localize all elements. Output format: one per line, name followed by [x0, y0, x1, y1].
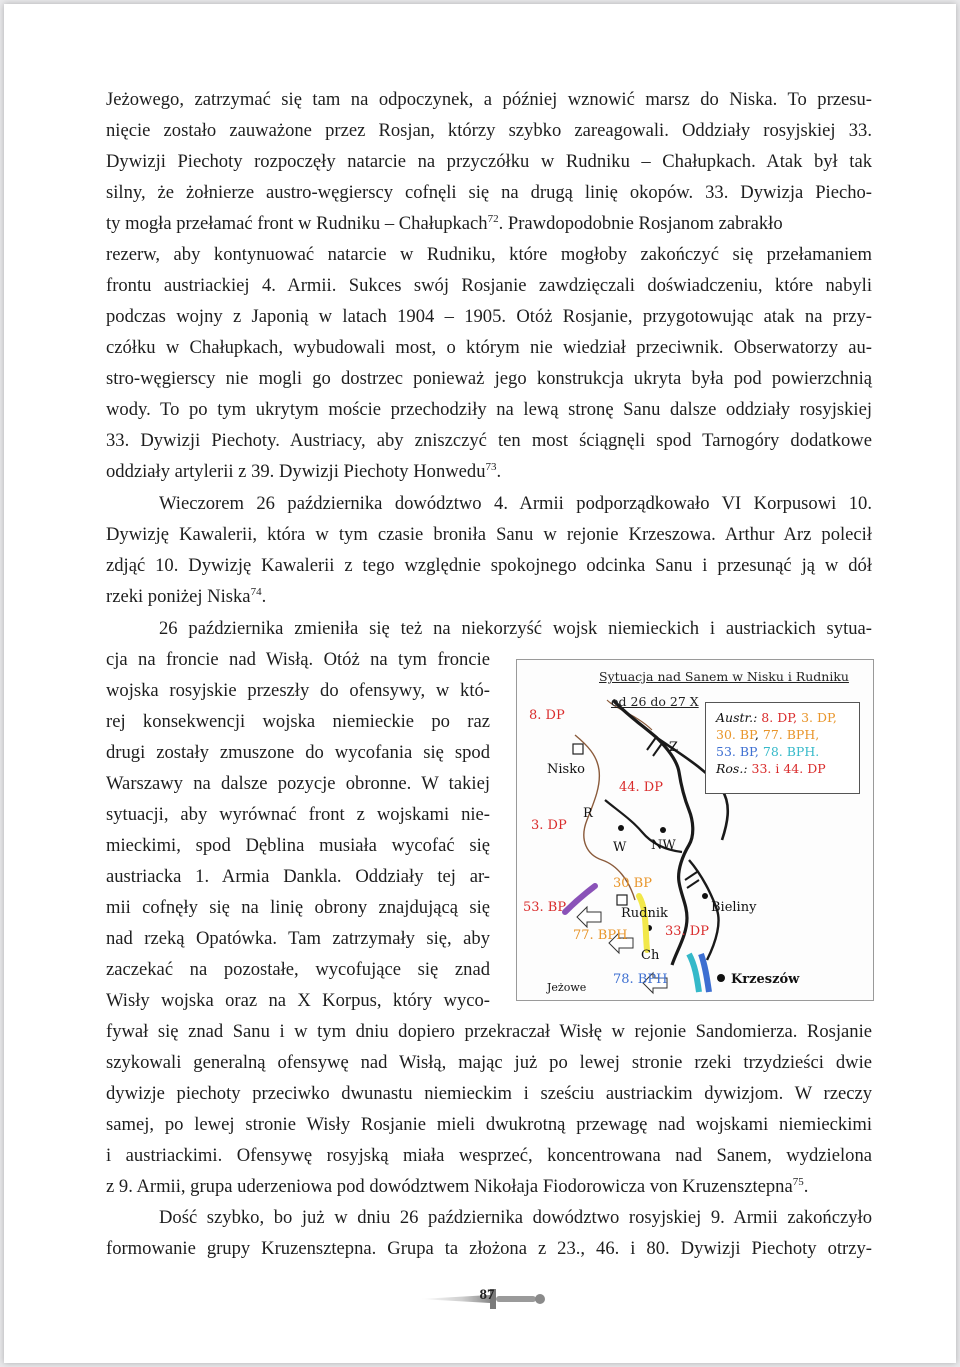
label-nw: NW	[651, 838, 676, 853]
nisko-marker	[573, 744, 583, 754]
text-line: Wisły wojska oraz na X Korpus, który wyco-	[106, 990, 490, 1011]
text-line: fywał się znad Sanu i w tym dniu dopiero przekraczał Wisłę w rejonie Sandomierza. Rosjanie	[106, 1021, 872, 1042]
sword-grip	[496, 1296, 536, 1302]
map-legend	[705, 702, 860, 794]
text-run: .	[261, 586, 267, 607]
legend-ros-row	[716, 760, 859, 777]
village-dot	[660, 827, 666, 833]
text-line: Warszawy na dalsze pozycje obronne. W takiej	[106, 773, 490, 794]
legend-austr-prefix: Austr.:	[716, 710, 758, 725]
text-line: 33. Dywizji Piechoty. Austriacy, aby zniszczyć ten most ściągnęli spod Tarnogóry dodatkowe	[106, 430, 872, 451]
situation-map	[516, 659, 874, 1001]
text-line: mieckimi, spod Dęblina musiała wycofać się	[106, 835, 490, 856]
text-line: Jeżowego, zatrzymać się tam na odpoczynek, a później wznowić marsz do Niska. To przesu-	[106, 89, 872, 110]
map-subtitle: od 26 do 27 X	[611, 694, 699, 709]
text-run: ty mogła przełamać front w Rudniku – Chałupkach	[106, 213, 488, 234]
text-line: Dywizji Piechoty rozpoczęły natarcie na przyczółku w Rudniku – Chałupkach. Atak był tak	[106, 151, 872, 172]
label-ch: Ch	[641, 948, 660, 963]
arrow-icon	[577, 907, 601, 927]
text-line: silny, że żołnierze austro-węgierscy cofnęli się na drugą linię okopów. 33. Dywizja Piecho-	[106, 182, 872, 203]
label-44dp: 44. DP	[619, 780, 663, 795]
text-line: zaczekać na pozostałe, wycofujące się znad	[106, 959, 490, 980]
village-dot	[618, 825, 624, 831]
text-line: sytuacji, aby wyrównać front z wojskami nie-	[106, 804, 490, 825]
legend-unit: 77. BPH,	[762, 727, 820, 742]
legend-austr-row	[716, 726, 859, 743]
page-number: 87	[479, 1287, 495, 1303]
label-z: Z	[669, 740, 679, 755]
label-8dp: 8. DP	[529, 708, 565, 723]
legend-unit: 8. DP,	[761, 710, 798, 725]
legend-austr-row	[716, 743, 859, 760]
text-line: 26 października zmieniła się też na niekorzyść wojsk niemieckich i austriackich sytua-	[159, 618, 872, 639]
label-33dp: 33. DP	[665, 924, 709, 939]
text-line: zdjąć 10. Dywizję Kawalerii z tego względnie spokojnego odcinka Sanu i przesunąć ją w dół	[106, 555, 872, 576]
text-line: stro-węgierscy nie mogli go dostrzec ponieważ jego konstrukcja ukryta była pod powierzchnią	[106, 368, 872, 389]
text-line	[106, 456, 872, 487]
text-line	[106, 1171, 872, 1202]
text-run: .	[803, 1176, 809, 1197]
text-line: szykowali generalną ofensywę nad Wisłą, mając już po lewej stronie rzeki trzydzieści dwie	[106, 1052, 872, 1073]
label-krzeszow: Krzeszów	[731, 972, 800, 987]
label-bieliny: Bieliny	[711, 900, 757, 915]
legend-unit: 30. BP	[716, 727, 755, 742]
text-line: wody. To po tym ukrytym moście przechodziły na lewą stronę Sanu dalsze oddziały rosyjskiej	[106, 399, 872, 420]
footnote-ref[interactable]: 75	[792, 1176, 804, 1188]
text-run: rzeki poniżej Niska	[106, 586, 251, 607]
label-78bph: 78. BPH	[613, 972, 668, 987]
unit-78bph-line	[689, 954, 699, 992]
legend-unit: 3. DP,	[801, 710, 837, 725]
text-line: formowanie grupy Kruzensztерna. Grupa ta złożona z 23., 46. i 80. Dywizji Piechoty otrzy-	[106, 1238, 872, 1259]
text-line: Dość szybko, bo już w dniu 26 października dowództwo rosyjskiej 9. Armii zakończyło	[159, 1207, 872, 1228]
footnote-ref[interactable]: 74	[250, 586, 262, 598]
legend-unit: 78. BPH.	[762, 744, 820, 759]
text-run: z 9. Armii, grupa uderzeniowa pod dowództwem Nikołaja Fiodorowicza von Kruzensztерna	[106, 1176, 793, 1197]
label-53bp: 53. BP	[523, 900, 567, 915]
legend-austr-row	[716, 709, 859, 726]
text-line: Dywizję Kawalerii, która w tym czasie broniła Sanu w rejonie Krzeszowa. Arthur Arz polecił	[106, 524, 872, 545]
text-line: cja na froncie nad Wisłą. Otóż na tym froncie	[106, 649, 490, 670]
label-jezowe: Jeżowe	[547, 981, 587, 994]
label-3dp: 3. DP	[531, 818, 567, 833]
bridge-mark	[685, 872, 699, 888]
legend-unit: 33. i 44. DP	[751, 761, 826, 776]
text-line: mii cofnęły się na linię obrony znajdującą się	[106, 897, 490, 918]
text-line: rej konsekwencji wojska niemieckie po raz	[106, 711, 490, 732]
legend-ros-prefix: Ros.:	[716, 761, 748, 776]
text-line: nięcie zostało zauważone przez Rosjan, którzy szybko zareagowali. Oddziały rosyjskiej 33.	[106, 120, 872, 141]
text-line	[106, 208, 872, 239]
map-title: Sytuacja nad Sanem w Nisku i Rudniku	[599, 669, 849, 684]
text-run: oddziały artylerii z 39. Dywizji Piechoty Honwedu	[106, 461, 486, 482]
text-line: rezerw, aby kontynuować natarcie w Rudniku, które mogłoby zakończyć się przełamaniem	[106, 244, 872, 265]
text-line	[106, 581, 872, 612]
text-line: drugi zostały zmuszone do wycofania się spod	[106, 742, 490, 763]
unit-53bp-line	[565, 886, 595, 912]
text-line: i austriackimi. Ofensywę rosyjską miała wesprzeć, koncentrowana nad Sanem, wydzielona	[106, 1145, 872, 1166]
text-line: dywizje piechoty przeciwko dwunastu niemieckim i sześciu austriackim dywizjom. W rzeczy	[106, 1083, 872, 1104]
text-line: czółku w Chałupkach, wybudowali most, o którym nie wiedział przeciwnik. Obserwatorzy au-	[106, 337, 872, 358]
unit-77bph-line	[639, 896, 647, 950]
text-run: .	[496, 461, 502, 482]
label-77bph: 77. BPH	[573, 928, 628, 943]
legend-unit: 53. BP,	[716, 744, 759, 759]
label-w: W	[613, 840, 627, 855]
label-nisko: Nisko	[547, 762, 585, 777]
text-line: wojska rosyjskie przeszły do ofensywy, w któ-	[106, 680, 490, 701]
footnote-ref[interactable]: 72	[487, 213, 499, 225]
text-line: podczas wojny z Japonią w latach 1904 – 1905. Otóż Rosjanie, przygotowując atak na przy-	[106, 306, 872, 327]
text-line: nad rzeką Opatówka. Tam zatrzymały się, aby	[106, 928, 490, 949]
footnote-ref[interactable]: 73	[485, 461, 497, 473]
legend-sep: ,	[754, 727, 759, 742]
rudnik-marker	[617, 895, 627, 905]
label-rudnik: Rudnik	[621, 906, 668, 921]
krzeszow-dot	[717, 974, 725, 982]
text-line: Wieczorem 26 października dowództwo 4. Armii podporządkowało VI Korpusowi 10.	[159, 493, 872, 514]
label-30bp: 30 BP	[613, 876, 652, 891]
village-dot	[702, 893, 708, 899]
text-line: austriacka 1. Armia Dankla. Oddziały tej ar-	[106, 866, 490, 887]
text-run: . Prawdopodobnie Rosjanom zabrakło	[498, 213, 783, 234]
text-line: frontu austriackiej 4. Armii. Sukces swój Rosjanie zawdzięczali doświadczeniu, które nabyli	[106, 275, 872, 296]
label-r: R	[583, 806, 593, 821]
text-line: samej, po lewej stronie Wisły Rosjanie mieli dwukrotną przewagę nad wojskami niemieckimi	[106, 1114, 872, 1135]
sword-pommel	[535, 1294, 545, 1304]
